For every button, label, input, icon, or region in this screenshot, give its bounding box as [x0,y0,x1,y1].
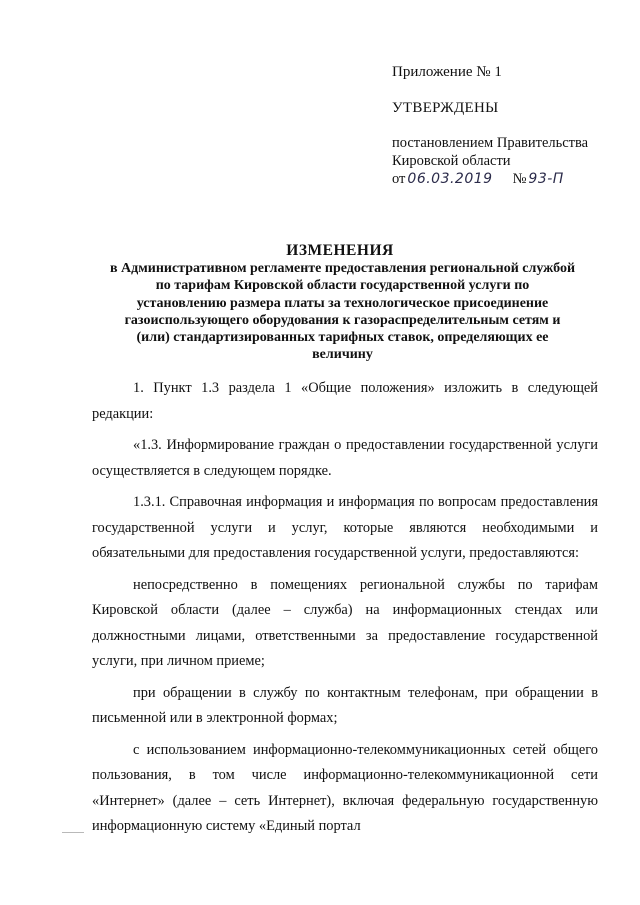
body-paragraph: 1. Пункт 1.3 раздела 1 «Общие положения» изложить в следующей редакции: [92,380,598,422]
document-title: ИЗМЕНЕНИЯ [286,242,394,259]
subtitle-line: в Административном регламенте предоставления региональной службой [109,261,576,276]
from-label: от [392,171,406,187]
decree-line-1: постановлением Правительства [392,135,589,151]
body-paragraph: непосредственно в помещениях региональной службы по тарифам Кировской области (далее – служба) на информационных стендах или должностными лицами, ответственными за предоставление государственной услуги, при личном приеме; [92,576,598,669]
number-label: № [512,171,527,187]
handwritten-date: 06.03.2019 [407,171,493,187]
body-paragraph: 1.3.1. Справочная информация и информация по вопросам предоставления государственной услуги и услуг, которые являются необходимыми и обязательными для предоставления государственной услуги, предоставляются: [92,494,598,561]
body-paragraph: с использованием информационно-телекоммуникационных сетей общего пользования, в том числе информационно-телекоммуникационной сети «Интернет» (далее – сеть Интернет), включая федеральную государственную информационную систему «Единый портал [92,741,598,834]
subtitle-line: (или) стандартизированных тарифных ставок, определяющих ее [136,330,549,346]
document-body [92,376,598,846]
body-paragraph: при обращении в службу по контактным телефонам, при обращении в письменной или в электронной формах; [92,684,598,726]
decree-date-line [392,170,632,188]
scan-mark [62,832,84,833]
subtitle-line: по тарифам Кировской области государственной услуги по [155,278,530,294]
subtitle-line: установлению размера платы за технологическое присоединение [136,295,549,311]
appendix-label: Приложение № 1 [392,64,502,80]
decree-block [392,134,632,188]
approved-label: УТВЕРЖДЕНЫ [392,100,499,116]
subtitle-line: газоиспользующего оборудования к газораспределительным сетям и [124,312,561,328]
decree-line-2: Кировской области [392,153,511,169]
handwritten-number: 93-П [528,171,564,187]
body-paragraph: «1.3. Информирование граждан о предоставлении государственной услуги осуществляется в следующем порядке. [92,437,598,479]
subtitle-line: величину [312,347,373,363]
document-subtitle [80,260,605,364]
